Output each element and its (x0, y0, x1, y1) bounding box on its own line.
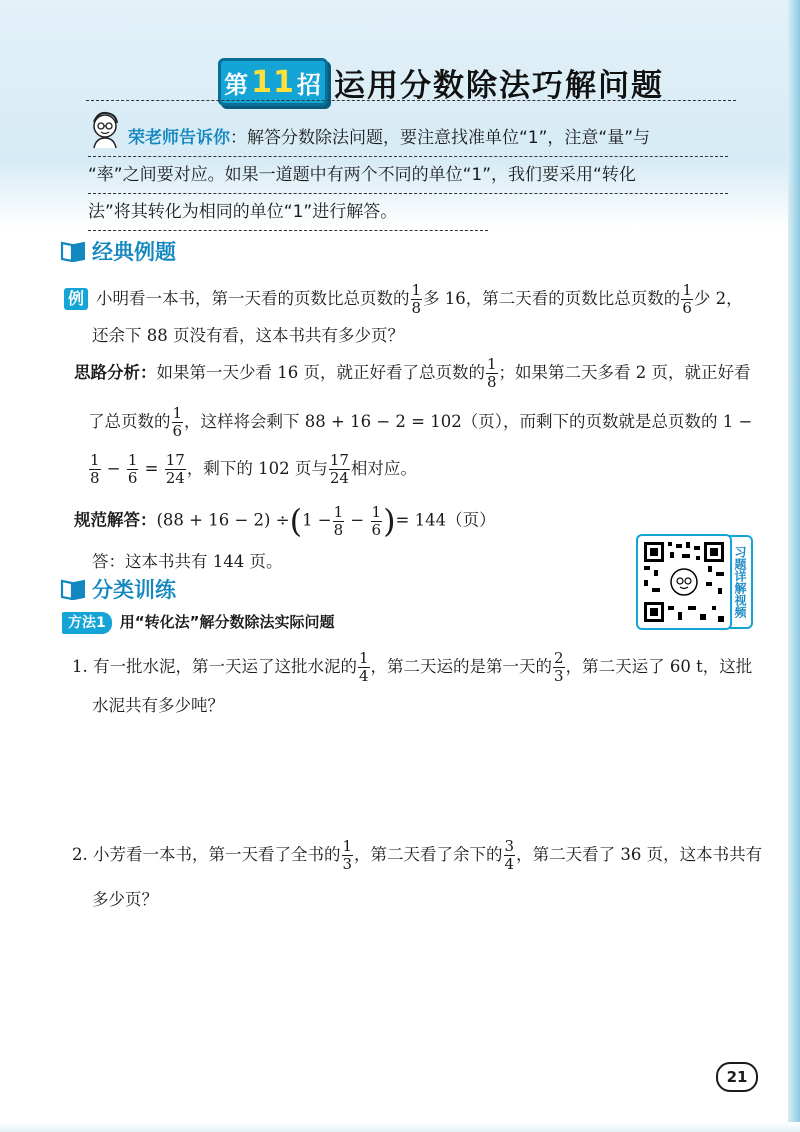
fraction: $\frac{17}{24}$ (329, 451, 349, 487)
section-title-example: 经典例题 (92, 240, 176, 264)
fraction: $\frac{1}{6}$ (682, 281, 692, 317)
analysis-text: ，剩下的 102 页与 (186, 459, 328, 478)
fraction: $\frac{2}{3}$ (554, 649, 564, 685)
method-tag: 方法1 (62, 612, 112, 634)
minus-sign: − (345, 510, 370, 530)
question-2-line-2: 多少页？ (92, 890, 158, 909)
fraction: $\frac{1}{6}$ (371, 502, 382, 539)
solution-result: = 144（页） (395, 510, 496, 530)
example-text: 少 2， (693, 289, 743, 308)
chapter-title: 运用分数除法巧解问题 (334, 68, 664, 104)
solution-expression: 1 − (302, 510, 332, 530)
fraction: $\frac{1}{8}$ (411, 281, 422, 317)
question-text: 2. 小芳看一本书，第一天看了全书的 (72, 845, 341, 864)
fraction: $\frac{1}{6}$ (172, 404, 183, 440)
equals-sign: = (139, 459, 164, 478)
question-text: ，第二天运的是第一天的 (370, 657, 553, 676)
example-line-2: 还余下 88 页没有看，这本书共有多少页？ (92, 326, 404, 345)
badge-prefix: 第 (224, 70, 250, 99)
fraction: $\frac{1}{4}$ (359, 649, 369, 685)
tip-text-1: ：解答分数除法问题，要注意找准单位“1”，注意“量”与 (230, 128, 651, 148)
solution-expression: (88 + 16 − 2) ÷ (156, 510, 290, 530)
fraction: $\frac{1}{8}$ (333, 502, 344, 539)
question-text: ，第二天看了余下的 (354, 845, 503, 864)
fraction: $\frac{1}{8}$ (90, 451, 100, 487)
page-number: 21 (716, 1062, 758, 1092)
analysis-text: 了总页数的 (88, 412, 171, 431)
analysis-line-3 (88, 452, 417, 487)
badge-suffix: 招 (296, 70, 322, 99)
analysis-label: 思路分析： (74, 363, 157, 382)
analysis-text: ；如果第二天多看 2 页，就正好看 (498, 363, 751, 382)
method-title: 用“转化法”解分数除法实际问题 (119, 613, 335, 631)
question-text: ，第二天运了 60 t，这批 (565, 657, 753, 676)
fraction: $\frac{1}{3}$ (342, 837, 353, 873)
book-icon (60, 240, 86, 262)
page-edge (788, 0, 800, 1132)
fraction: $\frac{3}{4}$ (504, 837, 515, 873)
analysis-text: 如果第一天少看 16 页，就正好看了总页数的 (156, 363, 485, 382)
question-1-line-2: 水泥共有多少吨？ (92, 696, 224, 715)
example-line-1 (64, 282, 743, 317)
section-heading-training (60, 574, 176, 604)
chapter-badge (218, 58, 328, 106)
solution-label: 规范解答： (74, 510, 157, 530)
question-text: ，第二天看了 36 页，这本书共有 (516, 845, 763, 864)
tip-line-2: “率”之间要对应。如果一道题中有两个不同的单位“1”，我们要采用“转化 (88, 157, 728, 194)
method-heading (62, 611, 334, 634)
example-text: 小明看一本书，第一天看的页数比总页数的 (96, 289, 410, 308)
fraction: $\frac{1}{8}$ (487, 355, 497, 391)
question-2-line-1 (72, 838, 762, 873)
tip-label: 荣老师告诉你 (128, 128, 230, 148)
section-title-training: 分类训练 (92, 578, 176, 602)
tip-top-rule (86, 100, 736, 101)
question-text: 1. 有一批水泥，第一天运了这批水泥的 (72, 657, 357, 676)
minus-sign: − (101, 459, 126, 478)
page-bottom-edge (0, 1122, 800, 1132)
badge-number: 11 (251, 64, 295, 100)
example-text: 多 16，第二天看的页数比总页数的 (423, 289, 681, 308)
analysis-text: ，这样将会剩下 88 + 16 − 2 = 102（页），而剩下的页数就是总页数的 1 − (184, 412, 753, 431)
solution-answer: 答：这本书共有 144 页。 (92, 552, 283, 571)
book-icon (60, 578, 86, 600)
analysis-line-1 (74, 356, 751, 391)
tip-line-1 (88, 120, 728, 157)
teacher-tip (88, 120, 728, 231)
fraction: $\frac{17}{24}$ (165, 451, 185, 487)
fraction: $\frac{1}{6}$ (127, 451, 138, 487)
section-heading-example (60, 236, 176, 266)
qr-label: 习题详解视频 (729, 535, 753, 629)
qr-code-icon[interactable] (636, 534, 732, 630)
example-tag: 例 (64, 288, 88, 310)
analysis-line-2 (88, 405, 752, 440)
question-1-line-1 (72, 650, 752, 685)
analysis-text: 相对应。 (350, 459, 417, 478)
solution-line: 规范解答：(88 + 16 − 2) ÷(1 − $\frac{1}{8}$ − $\frac{1}{6}$ )= 144（页） (74, 502, 496, 540)
tip-line-3: 法”将其转化为相同的单位“1”进行解答。 (88, 194, 488, 231)
